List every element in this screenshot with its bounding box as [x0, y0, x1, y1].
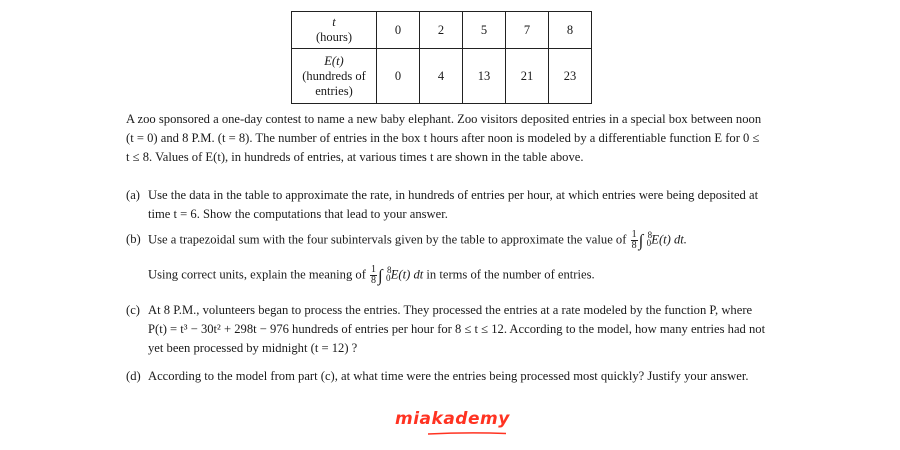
part-a — [126, 186, 766, 224]
intro-text: A zoo sponsored a one-day contest to name a new baby elephant. Zoo visitors deposited entries in a special box between noon (t = 0) and 8 P.M. (t = 8). The number of entries in the box t hours after noon is modeled by a differentiable function E for 0 ≤ t ≤ 8. Values of E(t), in hundreds of entries, at various times t are shown in the table above. — [126, 112, 762, 164]
part-a-text: Use the data in the table to approximate the rate, in hundreds of entries per hour, at which entries were being deposited at time t = 6. Show the computations that lead to your answer. — [148, 188, 759, 221]
e-value: 13 — [463, 49, 506, 104]
part-c — [126, 301, 766, 358]
part-d-label: (d) — [126, 369, 141, 383]
header-cell-t — [292, 12, 377, 49]
data-table — [291, 11, 592, 104]
unit-entries: entries) — [315, 83, 353, 98]
table-row-t — [292, 12, 592, 49]
e-value: 0 — [377, 49, 420, 104]
part-b-text-3: in terms of the number of entries. — [426, 267, 595, 282]
t-value: 2 — [420, 12, 463, 49]
part-d — [126, 367, 766, 386]
part-c-label: (c) — [126, 303, 140, 317]
table-row-e — [292, 49, 592, 104]
var-t: t — [332, 15, 336, 29]
var-e: E(t) — [324, 53, 344, 68]
part-b — [126, 230, 766, 251]
e-value: 21 — [506, 49, 549, 104]
logo-underline — [428, 432, 506, 435]
integrand-2: E(t) dt — [390, 267, 424, 282]
integral-sign: ∫ 8 0 — [638, 230, 653, 250]
t-value: 0 — [377, 12, 420, 49]
part-a-label: (a) — [126, 188, 140, 202]
fraction-one-eighth: $\frac{1}{8}$ — [631, 229, 637, 251]
t-value: 7 — [506, 12, 549, 49]
unit-hundreds: (hundreds of — [302, 68, 366, 83]
part-c-text: At 8 P.M., volunteers began to process the entries. They processed the entries at a rate modeled by the function P, where P(t) = t³ − 30t² + 298t − 976 hundreds of entries per hour for 8 ≤ t ≤ 12. According to the model, how many entries had not yet been processed by midnight (t = 12) ? — [148, 303, 766, 355]
part-b-text-2: Using correct units, explain the meaning of — [148, 267, 366, 282]
t-value: 5 — [463, 12, 506, 49]
e-value: 23 — [549, 49, 592, 104]
integrand: E(t) dt. — [651, 232, 687, 247]
unit-hours: (hours) — [315, 30, 353, 44]
intro-paragraph — [126, 110, 766, 167]
header-cell-e — [292, 49, 377, 104]
integral-sign-2: ∫ 8 0 — [378, 265, 392, 285]
part-d-text: According to the model from part (c), at what time were the entries being processed most quickly? Justify your answer. — [148, 369, 749, 383]
t-value: 8 — [549, 12, 592, 49]
miakademy-logo: miakademy — [395, 409, 510, 429]
part-b-text-1: Use a trapezoidal sum with the four subintervals given by the table to approximate the value of — [148, 232, 627, 247]
part-b-units — [126, 265, 766, 286]
fraction-one-eighth-2: $\frac{1}{8}$ — [371, 264, 377, 286]
e-value: 4 — [420, 49, 463, 104]
part-b-label: (b) — [126, 232, 141, 246]
